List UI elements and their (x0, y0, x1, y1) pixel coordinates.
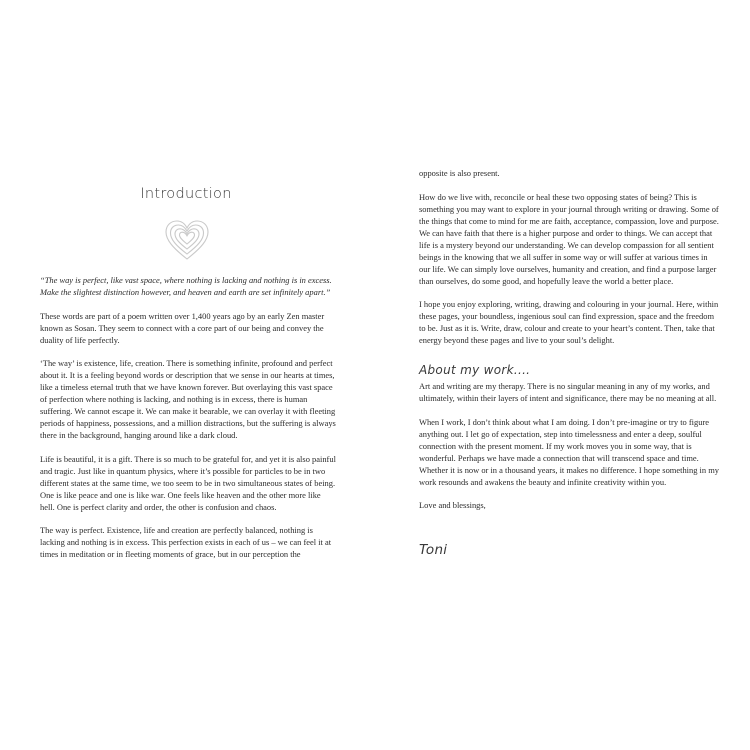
right-page (375, 0, 750, 750)
paragraph: Art and writing are my therapy. There is no singular meaning in any of my works, and ultimately, within their layers of intent and significance, there may be no meaning at all. (419, 381, 717, 403)
zen-quote: “The way is perfect, like vast space, where nothing is lacking and nothing is in excess. Make the slightest distinction however, and heaven and earth are set infinitely apart.” (40, 275, 332, 297)
right-page-body-bottom (419, 380, 719, 523)
paragraph: ‘The way’ is existence, life, creation. There is something infinite, profound and perfect about it. It is a feeling beyond words or description that we sense in our hearts at times, like a timeless eternal truth that we have known forever. But overlaying this vast space of perfection where nothing is lacking, and nothing is in excess, there is human suffering. We cannot escape it. We can make it bearable, we can overlay it with fleeting periods of happiness, possessions, and a million distractions, but the suffering is always there in the background, hanging around like a dark cloud. (40, 358, 336, 441)
left-page-body (40, 274, 336, 572)
paragraph: These words are part of a poem written over 1,400 years ago by an early Zen master known as Sosan. They seem to connect with a core part of our being and convey the duality of life perfectly. (40, 310, 325, 345)
about-heading: About my work.... (419, 363, 531, 377)
paragraph: When I work, I don’t think about what I am doing. I don’t pre-imagine or try to figure anything out. I let go of expectation, step into timelessness and enter a deep, soulful connection with the present moment. If my work moves you in some way, that is wonderful. Perhaps we have made a connection that will transcend space and time. Whether it is now or in a thousand years, it makes no difference. I hope something in my work resounds and awakens the beauty and infinite creativity within you. (419, 416, 720, 487)
paragraph: The way is perfect. Existence, life and creation are perfectly balanced, nothing is lacking and nothing is in excess. This perfection exists in each of us – we can feel it at times in meditation or in fleeting moments of grace, but in our perception the (40, 525, 332, 560)
paragraph: Love and blessings, (419, 500, 486, 511)
right-page-body-top (419, 167, 719, 358)
page-title: Introduction (140, 186, 232, 202)
signature: Toni (419, 542, 448, 558)
paragraph: Life is beautiful, it is a gift. There is so much to be grateful for, and yet it is also painful and tragic. Just like in quantum physics, where it’s possible for particles to be in two different states at the same time, we too seem to be in two simultaneous states of being. One is like peace and one is like war. One feels like heaven and the other more like hell. One is perfect clarity and order, the other is confusion and chaos. (40, 453, 336, 512)
nested-hearts-icon (164, 220, 210, 262)
paragraph: I hope you enjoy exploring, writing, drawing and colouring in your journal. Here, within these pages, your boundless, ingenious soul can find expression, space and the freedom to be. Just as it is. Write, draw, colour and create to your heart’s content. Then, take that energy beyond these pages and live to your soul’s delight. (419, 299, 719, 346)
paragraph: opposite is also present. (419, 168, 500, 178)
paragraph: How do we live with, reconcile or heal these two opposing states of being? This is something you may want to explore in your journal through writing or drawing. Some of the things that come to mind for me are faith, acceptance, compassion, love and purpose. We can have faith that there is a higher purpose and order to things. We can accept that life is a mystery beyond our understanding. We can develop compassion for all sentient beings in the knowing that we all suffer in some way or will suffer at various times in our life. We can simply love ourselves, humanity and creation, and find a purpose larger than ourselves, do some good, and hopefully leave the world a better place. (419, 191, 719, 286)
